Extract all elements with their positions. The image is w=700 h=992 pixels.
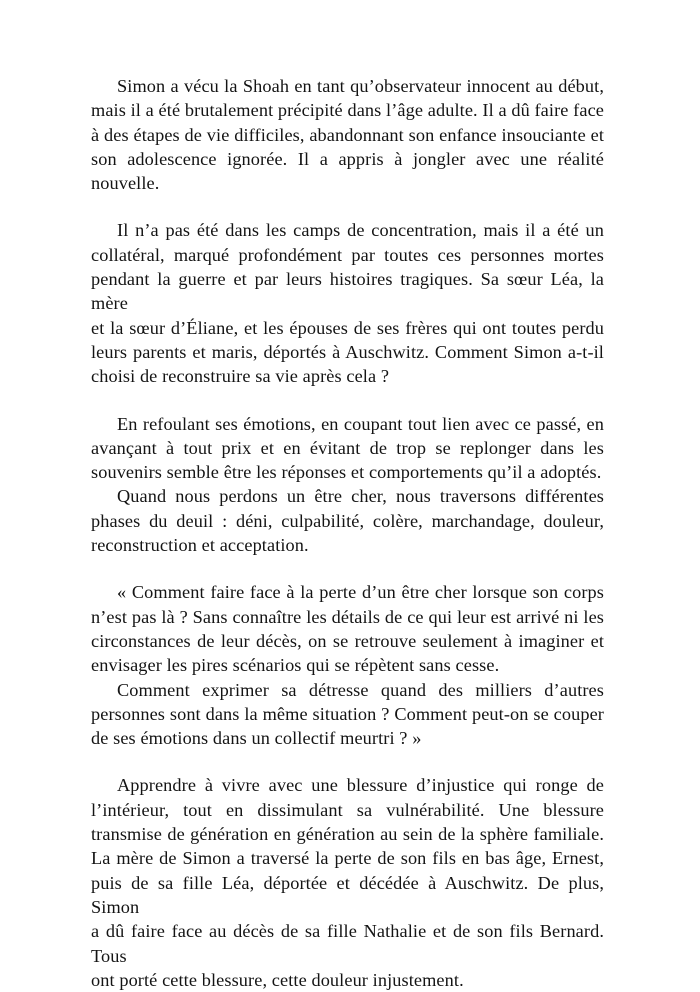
paragraph	[91, 773, 604, 992]
text-line: Comment exprimer sa détresse quand des milliers d’autres	[117, 679, 604, 700]
text-line: leurs parents et maris, déportés à Auschwitz. Comment Simon a-t-il	[91, 341, 604, 362]
text-line: circonstances de leur décès, on se retrouve seulement à imaginer et	[91, 630, 604, 651]
text-line: souvenirs semble être les réponses et comportements qu’il a adoptés.	[91, 462, 602, 483]
text-line: collatéral, marqué profondément par toutes ces personnes mortes	[91, 244, 604, 265]
text-line: mais il a été brutalement précipité dans l’âge adulte. Il a dû faire face	[91, 100, 604, 121]
text-line: envisager les pires scénarios qui se répètent sans cesse.	[91, 655, 500, 676]
page-text-block	[91, 74, 604, 992]
paragraph	[91, 218, 604, 388]
text-line: transmise de génération en génération au sein de la sphère familiale.	[91, 824, 604, 845]
text-line: pendant la guerre et par leurs histoires tragiques. Sa sœur Léa, la mère	[91, 269, 604, 314]
text-line: a dû faire face au décès de sa fille Nathalie et de son fils Bernard. Tous	[91, 921, 604, 966]
paragraph	[91, 484, 604, 557]
text-line: En refoulant ses émotions, en coupant tout lien avec ce passé, en	[117, 413, 604, 434]
text-line: « Comment faire face à la perte d’un être cher lorsque son corps	[117, 582, 604, 603]
text-line: Apprendre à vivre avec une blessure d’injustice qui ronge de	[117, 775, 604, 796]
text-line: et la sœur d’Éliane, et les épouses de ses frères qui ont toutes perdu	[91, 317, 604, 338]
text-line: de ses émotions dans un collectif meurtri ? »	[91, 728, 422, 749]
text-line: Quand nous perdons un être cher, nous traversons différentes	[117, 486, 604, 507]
text-line: n’est pas là ? Sans connaître les détails de ce qui leur est arrivé ni les	[91, 606, 604, 627]
text-line: nouvelle.	[91, 173, 160, 194]
text-line: Il n’a pas été dans les camps de concentration, mais il a été un	[117, 220, 604, 241]
text-line: choisi de reconstruire sa vie après cela ?	[91, 366, 390, 387]
text-line: puis de sa fille Léa, déportée et décédée à Auschwitz. De plus, Simon	[91, 872, 604, 917]
paragraph	[91, 678, 604, 751]
paragraph	[91, 412, 604, 485]
text-line: ont porté cette blessure, cette douleur injustement.	[91, 969, 464, 990]
text-line: avançant à tout prix et en évitant de trop se replonger dans les	[91, 437, 604, 458]
text-line: Simon a vécu la Shoah en tant qu’observateur innocent au début,	[117, 76, 604, 96]
text-line: reconstruction et acceptation.	[91, 535, 309, 556]
text-line: l’intérieur, tout en dissimulant sa vulnérabilité. Une blessure	[91, 799, 604, 820]
text-line: son adolescence ignorée. Il a appris à jongler avec une réalité	[91, 148, 604, 169]
text-line: personnes sont dans la même situation ? Comment peut-on se couper	[91, 703, 604, 724]
paragraph	[91, 74, 604, 195]
text-line: à des étapes de vie difficiles, abandonnant son enfance insouciante et	[91, 124, 604, 145]
text-line: La mère de Simon a traversé la perte de son fils en bas âge, Ernest,	[91, 848, 604, 869]
text-line: phases du deuil : déni, culpabilité, colère, marchandage, douleur,	[91, 510, 604, 531]
paragraph	[91, 580, 604, 677]
